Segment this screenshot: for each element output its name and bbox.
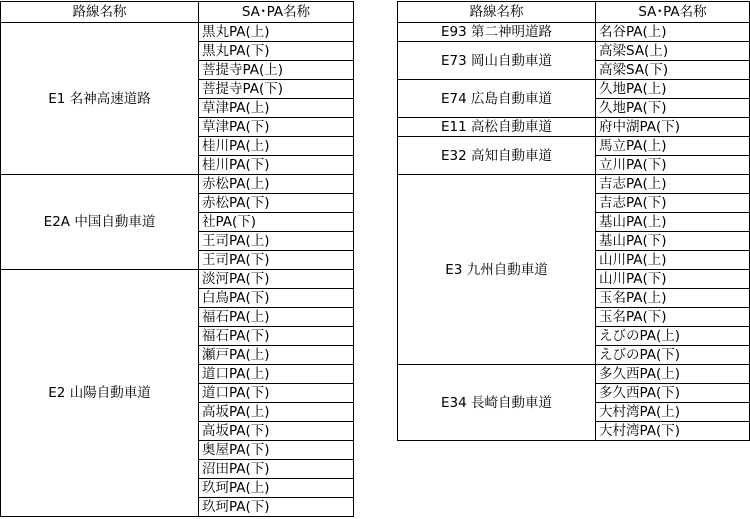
sapa-name-cell: 馬立PA(上) bbox=[596, 137, 750, 156]
sapa-name-cell: えびのPA(上) bbox=[596, 327, 750, 346]
sapa-name-cell: 道口PA(下) bbox=[199, 384, 354, 403]
sapa-name-cell: 基山PA(下) bbox=[596, 232, 750, 251]
sapa-name-cell: 瀬戸PA(上) bbox=[199, 346, 354, 365]
sapa-name-cell: 吉志PA(下) bbox=[596, 194, 750, 213]
sapa-name-cell: 高坂PA(上) bbox=[199, 403, 354, 422]
sapa-name-cell: 草津PA(上) bbox=[199, 99, 354, 118]
sapa-name-header: SA･PA名称 bbox=[596, 2, 750, 23]
table-row bbox=[1, 270, 354, 289]
sapa-name-cell: 道口PA(上) bbox=[199, 365, 354, 384]
table-row bbox=[398, 365, 750, 384]
sapa-name-cell: 玉名PA(下) bbox=[596, 308, 750, 327]
sapa-name-cell: 高梁SA(上) bbox=[596, 42, 750, 61]
sapa-name-cell: 菩提寺PA(上) bbox=[199, 61, 354, 80]
route-name-header: 路線名称 bbox=[398, 2, 596, 23]
sapa-name-cell: 黒丸PA(上) bbox=[199, 23, 354, 42]
sapa-name-cell: 玖珂PA(下) bbox=[199, 498, 354, 517]
sapa-name-cell: 沼田PA(下) bbox=[199, 460, 354, 479]
sapa-name-cell: 大村湾PA(下) bbox=[596, 422, 750, 441]
sapa-name-cell: 赤松PA(下) bbox=[199, 194, 354, 213]
sapa-name-cell: えびのPA(下) bbox=[596, 346, 750, 365]
sapa-name-cell: 基山PA(上) bbox=[596, 213, 750, 232]
left-route-table bbox=[0, 1, 354, 517]
sapa-name-cell: 桂川PA(上) bbox=[199, 137, 354, 156]
sapa-name-cell: 菩提寺PA(下) bbox=[199, 80, 354, 99]
table-row bbox=[398, 137, 750, 156]
sapa-name-cell: 高梁SA(下) bbox=[596, 61, 750, 80]
sapa-name-cell: 白鳥PA(下) bbox=[199, 289, 354, 308]
route-name-header: 路線名称 bbox=[1, 2, 199, 23]
sapa-name-cell: 王司PA(上) bbox=[199, 232, 354, 251]
route-name-cell: E34 長崎自動車道 bbox=[398, 365, 596, 441]
sapa-name-cell: 多久西PA(下) bbox=[596, 384, 750, 403]
route-name-cell: E73 岡山自動車道 bbox=[398, 42, 596, 80]
sapa-name-cell: 王司PA(下) bbox=[199, 251, 354, 270]
sapa-name-cell: 多久西PA(上) bbox=[596, 365, 750, 384]
sapa-name-cell: 吉志PA(上) bbox=[596, 175, 750, 194]
sapa-name-header: SA･PA名称 bbox=[199, 2, 354, 23]
sapa-name-cell: 淡河PA(下) bbox=[199, 270, 354, 289]
header-row bbox=[398, 2, 750, 23]
sapa-name-cell: 高坂PA(下) bbox=[199, 422, 354, 441]
sapa-name-cell: 大村湾PA(上) bbox=[596, 403, 750, 422]
sapa-name-cell: 久地PA(下) bbox=[596, 99, 750, 118]
sapa-name-cell: 府中湖PA(下) bbox=[596, 118, 750, 137]
table-row bbox=[1, 175, 354, 194]
right-route-table bbox=[397, 1, 750, 441]
sapa-name-cell: 奥屋PA(下) bbox=[199, 441, 354, 460]
sapa-name-cell: 社PA(下) bbox=[199, 213, 354, 232]
sapa-name-cell: 福石PA(下) bbox=[199, 327, 354, 346]
route-name-cell: E93 第二神明道路 bbox=[398, 23, 596, 42]
route-name-cell: E11 高松自動車道 bbox=[398, 118, 596, 137]
sapa-name-cell: 桂川PA(下) bbox=[199, 156, 354, 175]
sapa-name-cell: 玉名PA(上) bbox=[596, 289, 750, 308]
table-row bbox=[398, 118, 750, 137]
table-row bbox=[398, 80, 750, 99]
table-row bbox=[398, 42, 750, 61]
sapa-name-cell: 久地PA(上) bbox=[596, 80, 750, 99]
table-row bbox=[1, 23, 354, 42]
sapa-name-cell: 玖珂PA(上) bbox=[199, 479, 354, 498]
sapa-name-cell: 山川PA(上) bbox=[596, 251, 750, 270]
sapa-name-cell: 福石PA(上) bbox=[199, 308, 354, 327]
route-name-cell: E2A 中国自動車道 bbox=[1, 175, 199, 270]
sapa-name-cell: 名谷PA(上) bbox=[596, 23, 750, 42]
table-row bbox=[398, 175, 750, 194]
sapa-name-cell: 赤松PA(上) bbox=[199, 175, 354, 194]
route-name-cell: E74 広島自動車道 bbox=[398, 80, 596, 118]
table-row bbox=[398, 23, 750, 42]
sapa-name-cell: 山川PA(下) bbox=[596, 270, 750, 289]
sapa-name-cell: 黒丸PA(下) bbox=[199, 42, 354, 61]
sapa-name-cell: 立川PA(下) bbox=[596, 156, 750, 175]
header-row bbox=[1, 2, 354, 23]
route-name-cell: E2 山陽自動車道 bbox=[1, 270, 199, 517]
sapa-name-cell: 草津PA(下) bbox=[199, 118, 354, 137]
route-name-cell: E3 九州自動車道 bbox=[398, 175, 596, 365]
route-name-cell: E1 名神高速道路 bbox=[1, 23, 199, 175]
route-name-cell: E32 高知自動車道 bbox=[398, 137, 596, 175]
